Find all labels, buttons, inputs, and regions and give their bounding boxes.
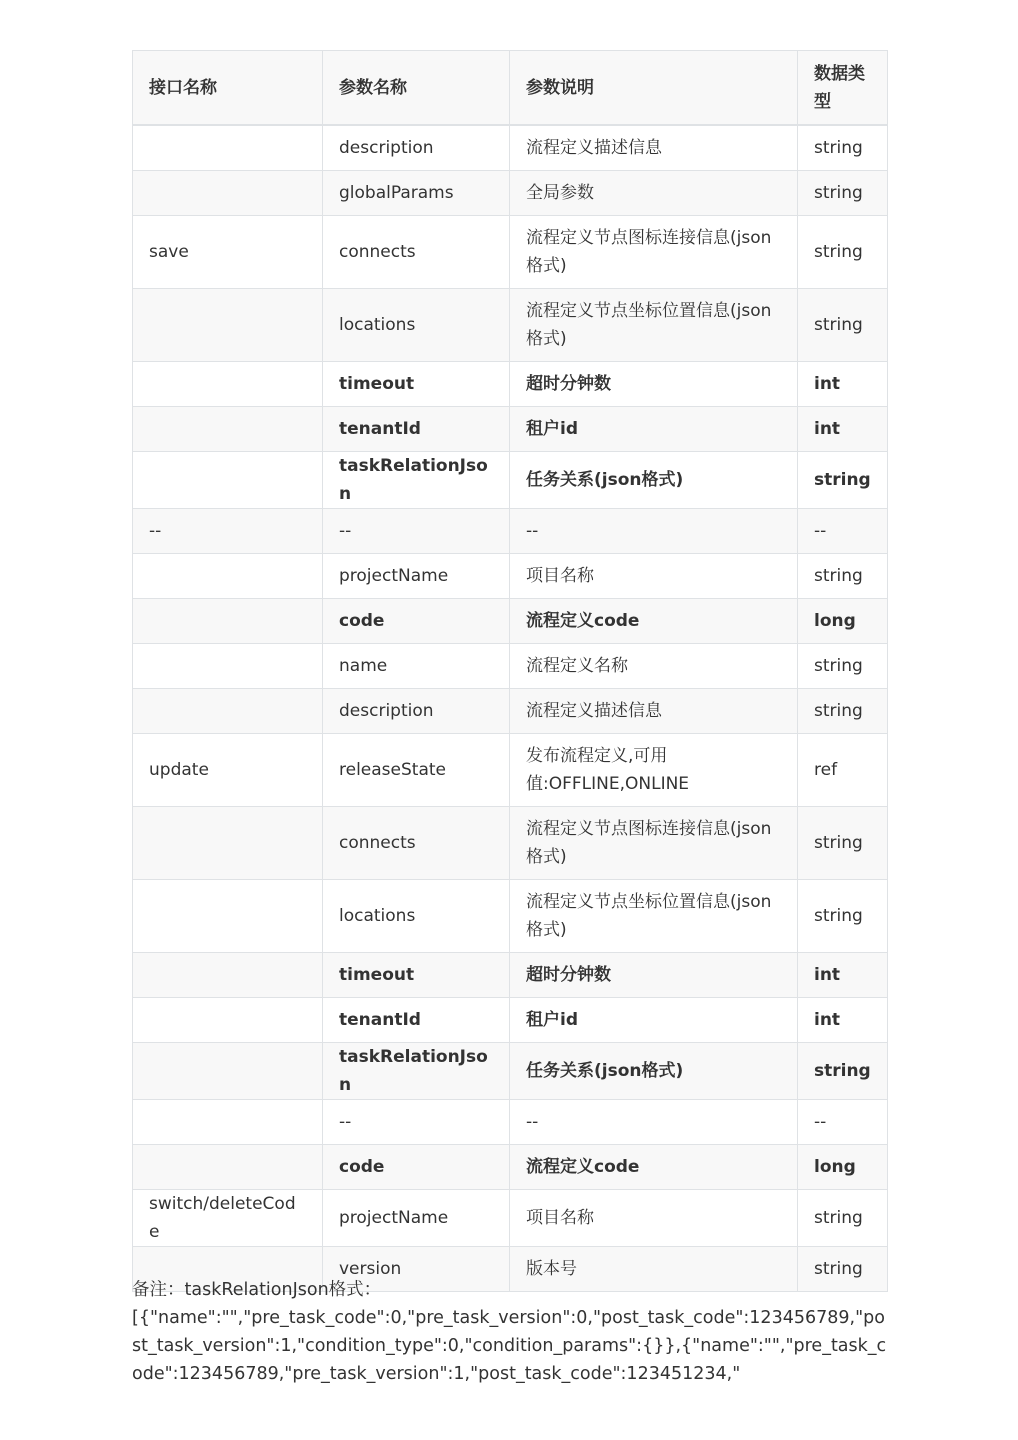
- data-type-cell: int: [798, 953, 888, 998]
- table-row: [133, 407, 888, 452]
- table-row: [133, 599, 888, 644]
- param-desc-cell: 流程定义描述信息: [510, 125, 798, 171]
- data-type-cell: string: [798, 689, 888, 734]
- interface-name-cell: save: [133, 216, 323, 289]
- param-name-cell: tenantId: [323, 998, 510, 1043]
- table-body: [133, 125, 888, 1292]
- param-desc-cell: 流程定义code: [510, 599, 798, 644]
- table-row: [133, 807, 888, 880]
- data-type-cell: string: [798, 807, 888, 880]
- param-desc-cell: 超时分钟数: [510, 362, 798, 407]
- param-name-cell: tenantId: [323, 407, 510, 452]
- param-desc-cell: 项目名称: [510, 1190, 798, 1247]
- data-type-cell: string: [798, 452, 888, 509]
- param-desc-cell: 租户id: [510, 998, 798, 1043]
- param-desc-cell: 流程定义描述信息: [510, 689, 798, 734]
- header-data-type: 数据类型: [798, 51, 888, 126]
- interface-name-cell: [133, 171, 323, 216]
- data-type-cell: --: [798, 509, 888, 554]
- note-label: 备注：taskRelationJson格式：: [132, 1280, 382, 1300]
- data-type-cell: string: [798, 125, 888, 171]
- data-type-cell: string: [798, 1190, 888, 1247]
- table-row: [133, 1145, 888, 1190]
- param-name-cell: --: [323, 1100, 510, 1145]
- param-name-cell: version: [323, 1247, 510, 1292]
- param-name-cell: locations: [323, 880, 510, 953]
- data-type-cell: --: [798, 1100, 888, 1145]
- param-desc-cell: 流程定义名称: [510, 644, 798, 689]
- api-parameter-table: [132, 50, 888, 1292]
- interface-name-cell: update: [133, 734, 323, 807]
- param-name-cell: locations: [323, 289, 510, 362]
- param-desc-cell: 流程定义节点坐标位置信息(json格式): [510, 289, 798, 362]
- param-desc-cell: 全局参数: [510, 171, 798, 216]
- param-desc-cell: 发布流程定义,可用值:OFFLINE,ONLINE: [510, 734, 798, 807]
- param-desc-cell: 任务关系(json格式): [510, 1043, 798, 1100]
- param-name-cell: taskRelationJson: [323, 452, 510, 509]
- data-type-cell: ref: [798, 734, 888, 807]
- data-type-cell: long: [798, 599, 888, 644]
- param-name-cell: projectName: [323, 1190, 510, 1247]
- param-name-cell: connects: [323, 807, 510, 880]
- table-row: [133, 1100, 888, 1145]
- data-type-cell: string: [798, 554, 888, 599]
- param-desc-cell: 租户id: [510, 407, 798, 452]
- table-row: [133, 554, 888, 599]
- param-name-cell: description: [323, 125, 510, 171]
- table-row: [133, 689, 888, 734]
- param-desc-cell: 流程定义节点图标连接信息(json格式): [510, 807, 798, 880]
- param-desc-cell: 项目名称: [510, 554, 798, 599]
- interface-name-cell: --: [133, 509, 323, 554]
- table-row: [133, 1190, 888, 1247]
- note-json-example: [{"name":"","pre_task_code":0,"pre_task_version":0,"post_task_code":123456789,"post_task_version":1,"condition_type":0,"condition_params":{}},{"name":"","pre_task_code":123456789,"pre_task_version":1,"post_task_code":123451234,": [132, 1308, 887, 1384]
- table-row: [133, 216, 888, 289]
- data-type-cell: int: [798, 362, 888, 407]
- header-param-name: 参数名称: [323, 51, 510, 126]
- interface-name-cell: [133, 689, 323, 734]
- data-type-cell: string: [798, 216, 888, 289]
- param-desc-cell: --: [510, 1100, 798, 1145]
- interface-name-cell: [133, 1100, 323, 1145]
- param-desc-cell: --: [510, 509, 798, 554]
- data-type-cell: string: [798, 880, 888, 953]
- table-row: [133, 452, 888, 509]
- note-block: [132, 1276, 892, 1388]
- param-name-cell: projectName: [323, 554, 510, 599]
- data-type-cell: string: [798, 289, 888, 362]
- table-row: [133, 953, 888, 998]
- table-row: [133, 998, 888, 1043]
- table-row: [133, 362, 888, 407]
- param-desc-cell: 版本号: [510, 1247, 798, 1292]
- interface-name-cell: [133, 1043, 323, 1100]
- interface-name-cell: [133, 407, 323, 452]
- interface-name-cell: [133, 125, 323, 171]
- data-type-cell: string: [798, 644, 888, 689]
- table-row: [133, 880, 888, 953]
- param-name-cell: timeout: [323, 362, 510, 407]
- param-name-cell: --: [323, 509, 510, 554]
- interface-name-cell: [133, 452, 323, 509]
- param-name-cell: connects: [323, 216, 510, 289]
- param-desc-cell: 流程定义节点图标连接信息(json格式): [510, 216, 798, 289]
- param-desc-cell: 流程定义code: [510, 1145, 798, 1190]
- interface-name-cell: [133, 807, 323, 880]
- data-type-cell: string: [798, 1247, 888, 1292]
- param-name-cell: description: [323, 689, 510, 734]
- param-desc-cell: 流程定义节点坐标位置信息(json格式): [510, 880, 798, 953]
- interface-name-cell: switch/deleteCode: [133, 1190, 323, 1247]
- header-interface-name: 接口名称: [133, 51, 323, 126]
- param-desc-cell: 超时分钟数: [510, 953, 798, 998]
- data-type-cell: int: [798, 407, 888, 452]
- table-row: [133, 171, 888, 216]
- data-type-cell: string: [798, 1043, 888, 1100]
- table-row: [133, 1043, 888, 1100]
- interface-name-cell: [133, 880, 323, 953]
- header-param-desc: 参数说明: [510, 51, 798, 126]
- table-row: [133, 509, 888, 554]
- data-type-cell: string: [798, 171, 888, 216]
- param-name-cell: taskRelationJson: [323, 1043, 510, 1100]
- param-name-cell: code: [323, 599, 510, 644]
- table-header-row: [133, 51, 888, 126]
- param-name-cell: globalParams: [323, 171, 510, 216]
- interface-name-cell: [133, 998, 323, 1043]
- data-type-cell: int: [798, 998, 888, 1043]
- interface-name-cell: [133, 1145, 323, 1190]
- param-desc-cell: 任务关系(json格式): [510, 452, 798, 509]
- param-name-cell: timeout: [323, 953, 510, 998]
- interface-name-cell: [133, 644, 323, 689]
- interface-name-cell: [133, 362, 323, 407]
- param-name-cell: name: [323, 644, 510, 689]
- table-row: [133, 125, 888, 171]
- data-type-cell: long: [798, 1145, 888, 1190]
- interface-name-cell: [133, 554, 323, 599]
- param-name-cell: releaseState: [323, 734, 510, 807]
- table-row: [133, 289, 888, 362]
- interface-name-cell: [133, 289, 323, 362]
- table-row: [133, 734, 888, 807]
- param-name-cell: code: [323, 1145, 510, 1190]
- interface-name-cell: [133, 953, 323, 998]
- table-row: [133, 644, 888, 689]
- interface-name-cell: [133, 599, 323, 644]
